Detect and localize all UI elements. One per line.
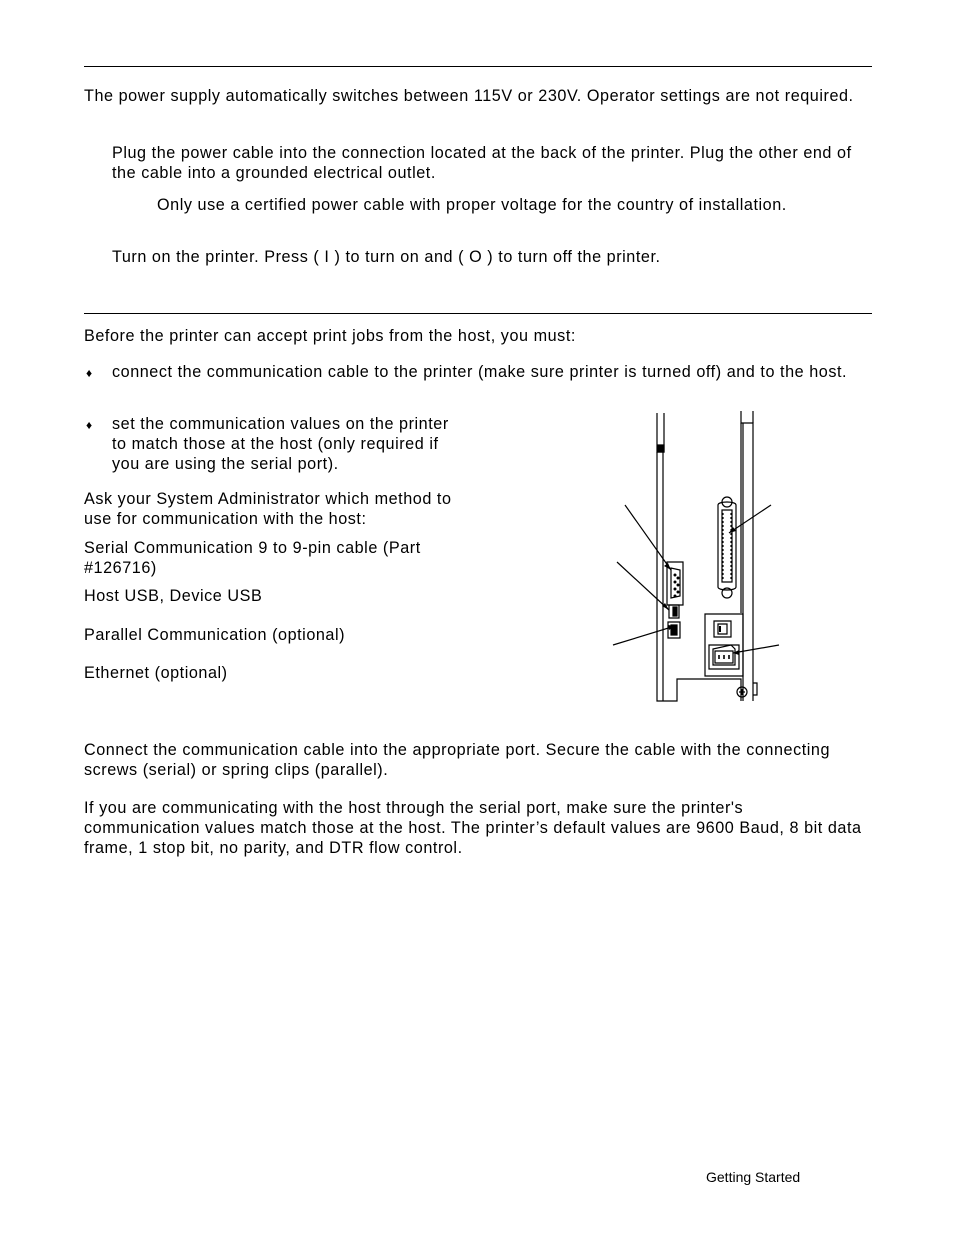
power-intro: The power supply automatically switches between 115V or 230V. Operator settings are not required. — [84, 87, 854, 105]
bullet-marker: ♦ — [86, 418, 93, 432]
power-note: Only use a certified power cable with proper voltage for the country of installation. — [157, 196, 787, 214]
bullet-marker: ♦ — [86, 366, 93, 380]
method-serial: Serial Communication 9 to 9-pin cable (Part #126716) — [84, 539, 421, 577]
footer-section-title: Getting Started — [706, 1169, 801, 1185]
method-usb: Host USB, Device USB — [84, 587, 263, 605]
section-rule-top — [84, 66, 872, 67]
bullet-item: set the communication values on the printer to match those at the host (only required if you are using the serial port). — [112, 415, 449, 473]
printer-back-panel-illustration — [605, 405, 785, 705]
method-parallel: Parallel Communication (optional) — [84, 626, 346, 644]
ask-admin-text: Ask your System Administrator which method to use for communication with the host: — [84, 490, 452, 528]
bullet-item: connect the communication cable to the printer (make sure printer is turned off) and to the host. — [112, 363, 848, 381]
serial-values-text: If you are communicating with the host through the serial port, make sure the printer's communication values match those at the host. The printer’s default values are 9600 Baud, 8 bit data frame, 1 stop bit, no parity, and DTR flow control. — [84, 799, 862, 857]
connect-cable-text: Connect the communication cable into the appropriate port. Secure the cable with the connecting screws (serial) or spring clips (parallel). — [84, 741, 831, 779]
method-ethernet: Ethernet (optional) — [84, 664, 228, 682]
section-rule-communication — [84, 313, 872, 314]
communication-intro: Before the printer can accept print jobs from the host, you must: — [84, 327, 576, 345]
power-step-turn-on: Turn on the printer. Press ( I ) to turn on and ( O ) to turn off the printer. — [112, 248, 661, 266]
power-step-plug: Plug the power cable into the connection located at the back of the printer. Plug the other end of the cable into a grounded electrical outlet. — [112, 144, 852, 182]
